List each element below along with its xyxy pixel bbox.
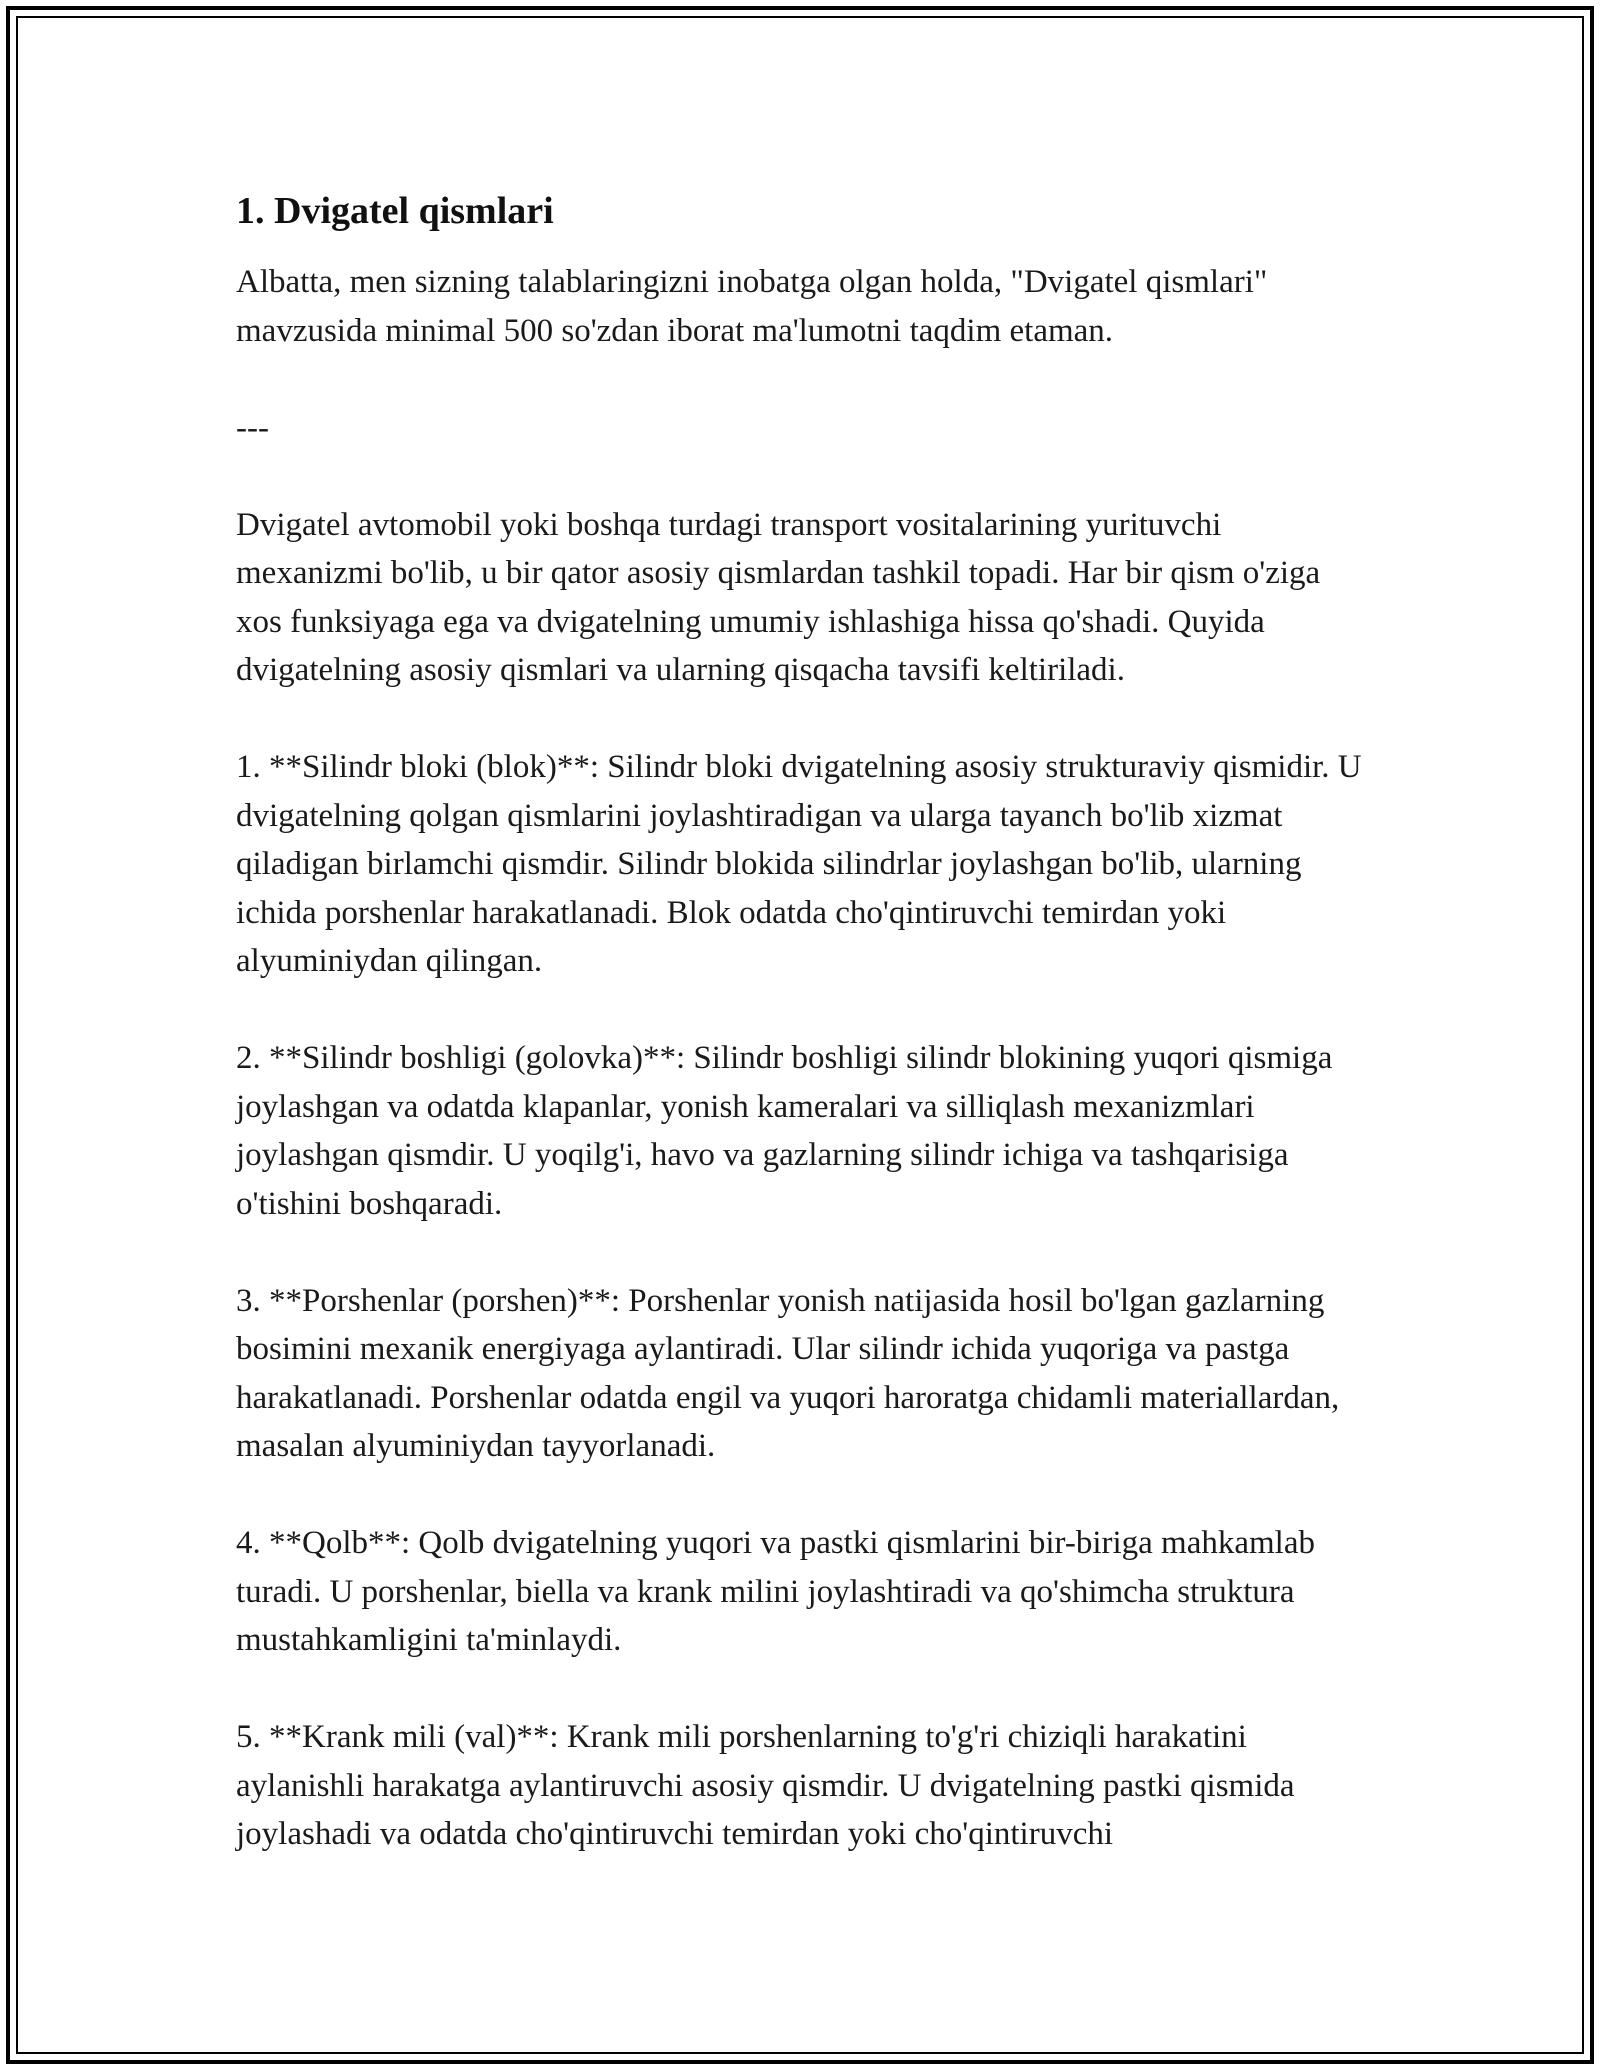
overview-paragraph: Dvigatel avtomobil yoki boshqa turdagi transport vositalarining yurituvchi mexanizmi bo'lib, u bir qator asosiy qismlardan tashkil topadi. Har bir qism o'ziga xos funksiyaga ega va dvigatelning umumiy ishlashiga hissa qo'shadi. Quyida dvigatelning asosiy qismlari va ularning qisqacha tavsifi keltiriladi. — [236, 506, 1321, 688]
list-item-silindr-boshligi: 2. **Silindr boshligi (golovka)**: Silindr boshligi silindr blokining yuqori qismiga joylashgan va odatda klapanlar, yonish kameralari va silliqlash mexanizmlari joylashgan qismdir. U yoqilg'i, havo va gazlarning silindr ichiga va tashqarisiga o'tishini boshqaradi. — [236, 1040, 1333, 1222]
document-body — [236, 186, 1366, 1859]
list-item-qolb: 4. **Qolb**: Qolb dvigatelning yuqori va pastki qismlarini bir-biriga mahkamlab turadi. U porshenlar, biella va krank milini joylashtiradi va qo'shimcha struktura mustahkamligini ta'minlaydi. — [236, 1525, 1315, 1658]
list-item-porshenlar: 3. **Porshenlar (porshen)**: Porshenlar yonish natijasida hosil bo'lgan gazlarning bosimini mexanik energiyaga aylantiradi. Ular silindr ichida yuqoriga va pastga harakatlanadi. Porshenlar odatda engil va yuqori haroratga chidamli materiallardan, masalan alyuminiydan tayyorlanadi. — [236, 1282, 1340, 1464]
intro-paragraph: Albatta, men sizning talablaringizni inobatga olgan holda, "Dvigatel qismlari" mavzusida minimal 500 so'zdan iborat ma'lumotni taqdim etaman. — [236, 264, 1268, 349]
list-item-silindr-bloki: 1. **Silindr bloki (blok)**: Silindr bloki dvigatelning asosiy strukturaviy qismidir. U dvigatelning qolgan qismlarini joylashtiradigan va ularga tayanch bo'lib xizmat qiladigan birlamchi qismdir. Silindr blokida silindrlar joylashgan bo'lib, ularning ichida porshenlar harakatlanadi. Blok odatda cho'qintiruvchi temirdan yoki alyuminiydan qilingan. — [236, 749, 1362, 979]
list-item-krank-mili: 5. **Krank mili (val)**: Krank mili porshenlarning to'g'ri chiziqli harakatini aylanishli harakatga aylantiruvchi asosiy qismdir. U dvigatelning pastki qismida joylashadi va odatda cho'qintiruvchi temirdan yoki cho'qintiruvchi — [236, 1719, 1295, 1852]
separator: --- — [236, 409, 269, 446]
document-heading: 1. Dvigatel qismlari — [236, 190, 554, 232]
